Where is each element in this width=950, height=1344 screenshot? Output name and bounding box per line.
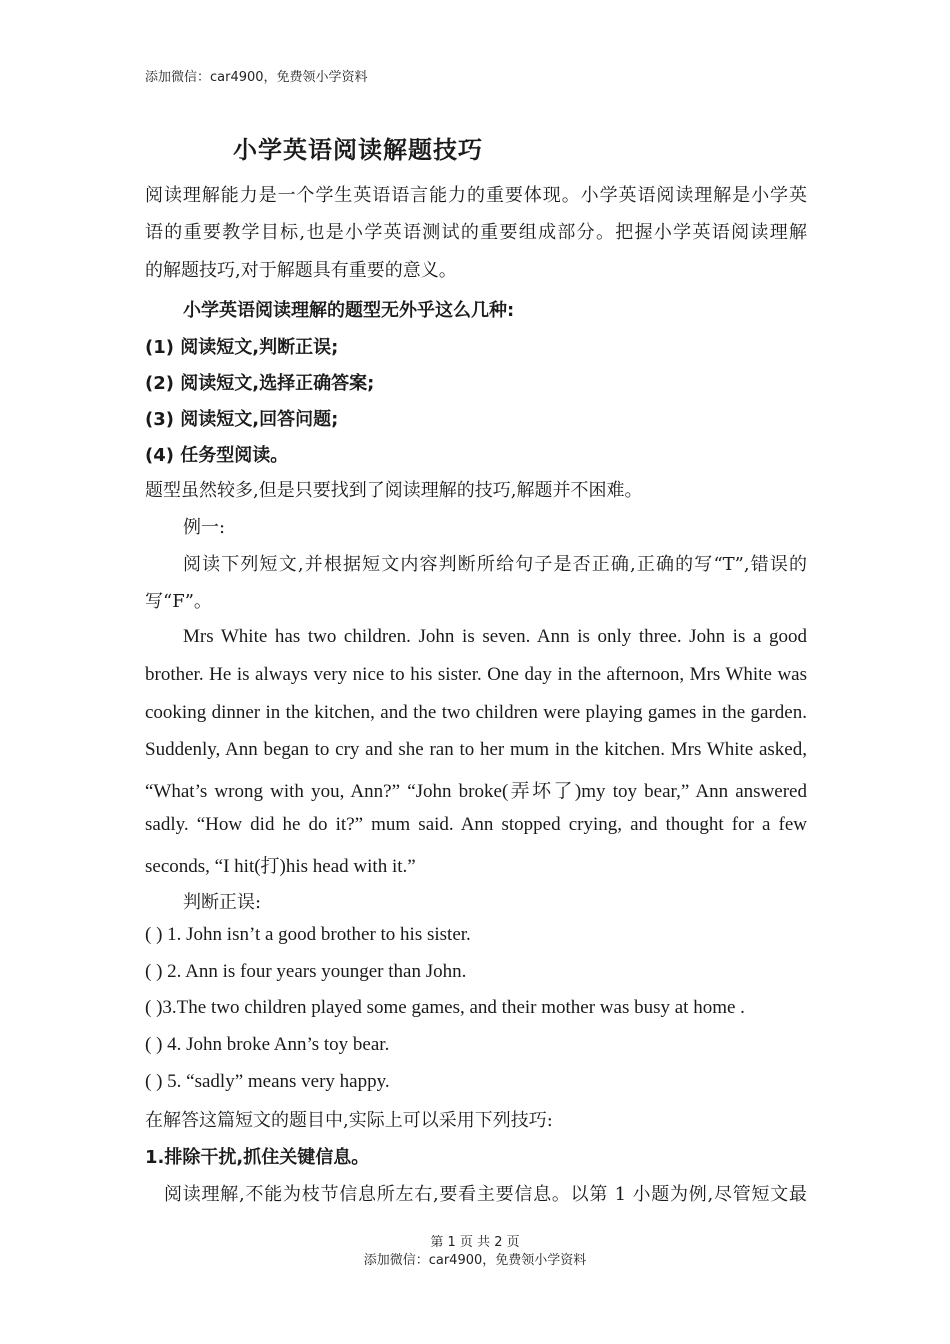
judge-label: 判断正误:	[183, 892, 262, 913]
tips-intro: 在解答这篇短文的题目中,实际上可以采用下列技巧:	[145, 1110, 553, 1131]
type-item-4: (4) 任务型阅读。	[145, 445, 289, 466]
page-number: 第 1 页 共 2 页	[430, 1235, 520, 1250]
passage-line-1: Mrs White has two children. John is seven. Ann is only three. John is a good	[183, 626, 807, 647]
passage-line-4: Suddenly, Ann began to cry and she ran to her mum in the kitchen. Mrs White asked,	[145, 739, 807, 760]
tip1-text: 阅读理解,不能为枝节信息所左右,要看主要信息。以第 1 小题为例,尽管短文最	[164, 1184, 807, 1205]
type-item-2: (2) 阅读短文,选择正确答案;	[145, 373, 375, 394]
question-2: ( ) 2. Ann is four years younger than John.	[145, 961, 467, 982]
page-header: 添加微信：car4900，免费领小学资料	[145, 70, 368, 85]
question-5: ( ) 5. “sadly” means very happy.	[145, 1071, 390, 1092]
intro-line-3: 的解题技巧,对于解题具有重要的意义。	[145, 260, 457, 281]
type-item-1: (1) 阅读短文,判断正误;	[145, 337, 339, 358]
passage-line-2: brother. He is always very nice to his sister. One day in the afternoon, Mrs White was	[145, 664, 807, 685]
instruction-line-2: 写“F”。	[145, 591, 212, 612]
question-4: ( ) 4. John broke Ann’s toy bear.	[145, 1034, 390, 1055]
type-item-3: (3) 阅读短文,回答问题;	[145, 409, 339, 430]
passage-line-6: sadly. “How did he do it?” mum said. Ann stopped crying, and thought for a few	[145, 814, 807, 835]
instruction-line-1: 阅读下列短文,并根据短文内容判断所给句子是否正确,正确的写“T”,错误的	[183, 554, 807, 575]
question-3: ( )3.The two children played some games, and their mother was busy at home .	[145, 997, 745, 1018]
intro-line-2: 语的重要教学目标,也是小学英语测试的重要组成部分。把握小学英语阅读理解	[145, 222, 807, 243]
note-text: 题型虽然较多,但是只要找到了阅读理解的技巧,解题并不困难。	[145, 480, 643, 501]
document-title: 小学英语阅读解题技巧	[233, 136, 483, 164]
passage-line-7: seconds, “I hit(打)his head with it.”	[145, 856, 416, 877]
question-1: ( ) 1. John isn’t a good brother to his sister.	[145, 924, 471, 945]
types-heading: 小学英语阅读理解的题型无外乎这么几种:	[183, 300, 515, 321]
page-footer: 添加微信：car4900，免费领小学资料	[363, 1253, 587, 1268]
example-label: 例一:	[183, 517, 226, 538]
intro-line-1: 阅读理解能力是一个学生英语语言能力的重要体现。小学英语阅读理解是小学英	[145, 185, 807, 206]
passage-line-3: cooking dinner in the kitchen, and the two children were playing games in the garden.	[145, 702, 807, 723]
passage-line-5: “What’s wrong with you, Ann?” “John broke(弄坏了)my toy bear,” Ann answered	[145, 781, 807, 802]
tip1-heading: 1.排除干扰,抓住关键信息。	[145, 1147, 370, 1168]
